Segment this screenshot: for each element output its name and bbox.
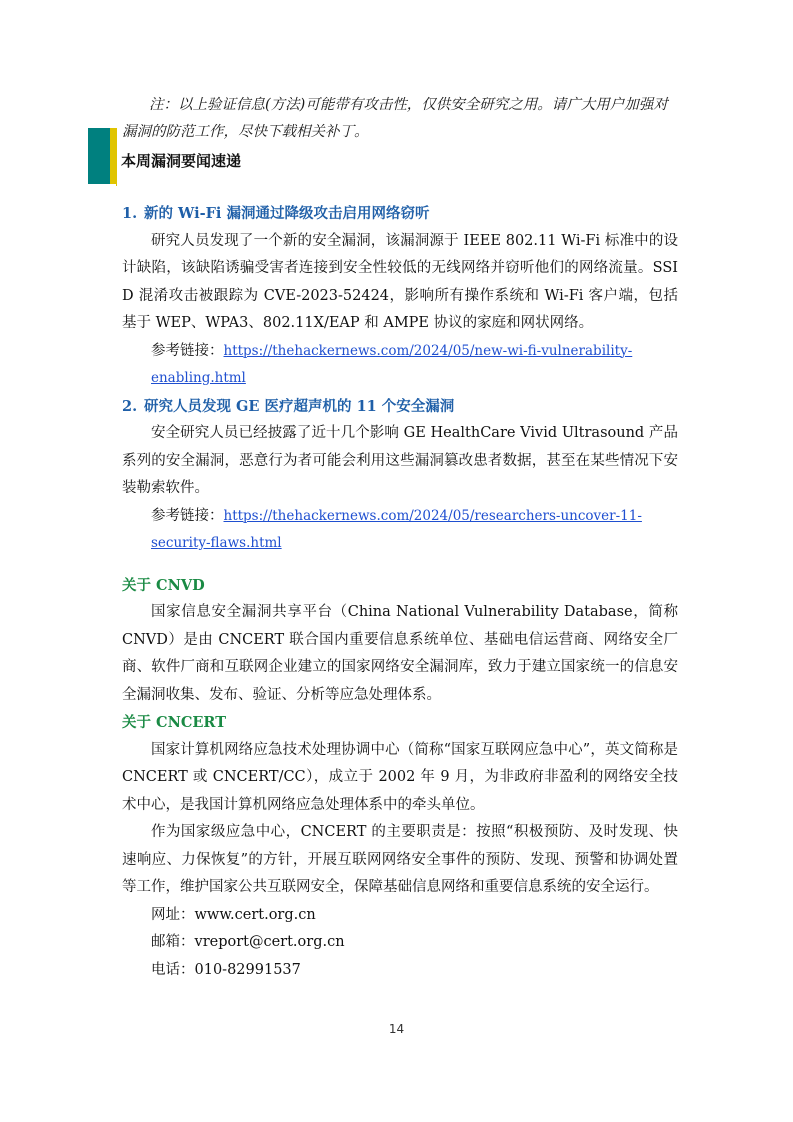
about-cncert-body-1: 国家计算机网络应急技术处理协调中心（简称“国家互联网应急中心”，英文简称是 CNCERT 或 CNCERT/CC），成立于 2002 年 9 月，为非政府非盈利的网络安全技术中心，是我国计算机网络应急处理体系中的牵头单位。 xyxy=(122,741,678,813)
item-2-title xyxy=(122,393,678,421)
item-1-number: 1. xyxy=(122,205,138,222)
about-cnvd-body: 国家信息安全漏洞共享平台（China National Vulnerability Database，简称 CNVD）是由 CNCERT 联合国内重要信息系统单位、基础电信运营商、网络安全厂商、软件厂商和互联网企业建立的国家网络安全漏洞库，致力于建立国家统一的信息安全漏洞收集、发布、验证、分析等应急处理体系。 xyxy=(122,604,678,703)
item-1-ref-label: 参考链接： xyxy=(151,342,224,359)
document-body xyxy=(122,200,678,984)
note-text: 注：以上验证信息(方法)可能带有攻击性，仅供安全研究之用。请广大用户加强对漏洞的防范工作，尽快下载相关补丁。 xyxy=(122,97,668,140)
section-title: 本周漏洞要闻速递 xyxy=(121,152,242,170)
item-2-title-text: 研究人员发现 GE 医疗超声机的 11 个安全漏洞 xyxy=(144,397,455,415)
item-2-ref-link[interactable]: https://thehackernews.com/2024/05/researchers-uncover-11-security-flaws.html xyxy=(151,507,642,551)
spacer xyxy=(122,558,678,572)
contact-email: 邮箱：vreport@cert.org.cn xyxy=(151,934,345,950)
contact-phone: 电话：010-82991537 xyxy=(151,961,301,978)
section-header xyxy=(88,128,388,186)
item-2-ref-label: 参考链接： xyxy=(151,507,224,524)
item-1-reference xyxy=(151,338,678,393)
item-1-ref-link[interactable]: https://thehackernews.com/2024/05/new-wi-fi-vulnerability-enabling.html xyxy=(151,342,633,386)
item-1-title xyxy=(122,200,678,228)
contact-website: 网址：www.cert.org.cn xyxy=(151,906,316,923)
item-1-body: 研究人员发现了一个新的安全漏洞，该漏洞源于 IEEE 802.11 Wi-Fi 标准中的设计缺陷，该缺陷诱骗受害者连接到安全性较低的无线网络并窃听他们的网络流量。SSID 混淆攻击被跟踪为 CVE-2023-52424，影响所有操作系统和 Wi-Fi 客户端，包括基于 WEP、WPA3、802.11X/EAP 和 AMPE 协议的家庭和网状网络。 xyxy=(122,232,678,331)
item-1-title-text: 新的 Wi-Fi 漏洞通过降级攻击启用网络窃听 xyxy=(144,205,430,222)
item-2-number: 2. xyxy=(122,397,138,415)
item-2-body: 安全研究人员已经披露了近十几个影响 GE HealthCare Vivid Ultrasound 产品系列的安全漏洞，恶意行为者可能会利用这些漏洞篡改患者数据，甚至在某些情况下安装勒索软件。 xyxy=(122,425,678,496)
about-cncert-body-2: 作为国家级应急中心，CNCERT 的主要职责是：按照“积极预防、及时发现、快速响应、力保恢复”的方针，开展互联网网络安全事件的预防、发现、预警和协调处置等工作，维护国家公共互联网安全，保障基础信息网络和重要信息系统的安全运行。 xyxy=(122,824,678,895)
about-cnvd-title: 关于 CNVD xyxy=(122,576,205,594)
item-2-reference xyxy=(151,503,678,558)
about-cncert-title: 关于 CNCERT xyxy=(122,714,227,731)
section-marker-teal xyxy=(88,128,111,184)
page-number: 14 xyxy=(388,1022,405,1036)
section-marker-line xyxy=(116,128,117,186)
